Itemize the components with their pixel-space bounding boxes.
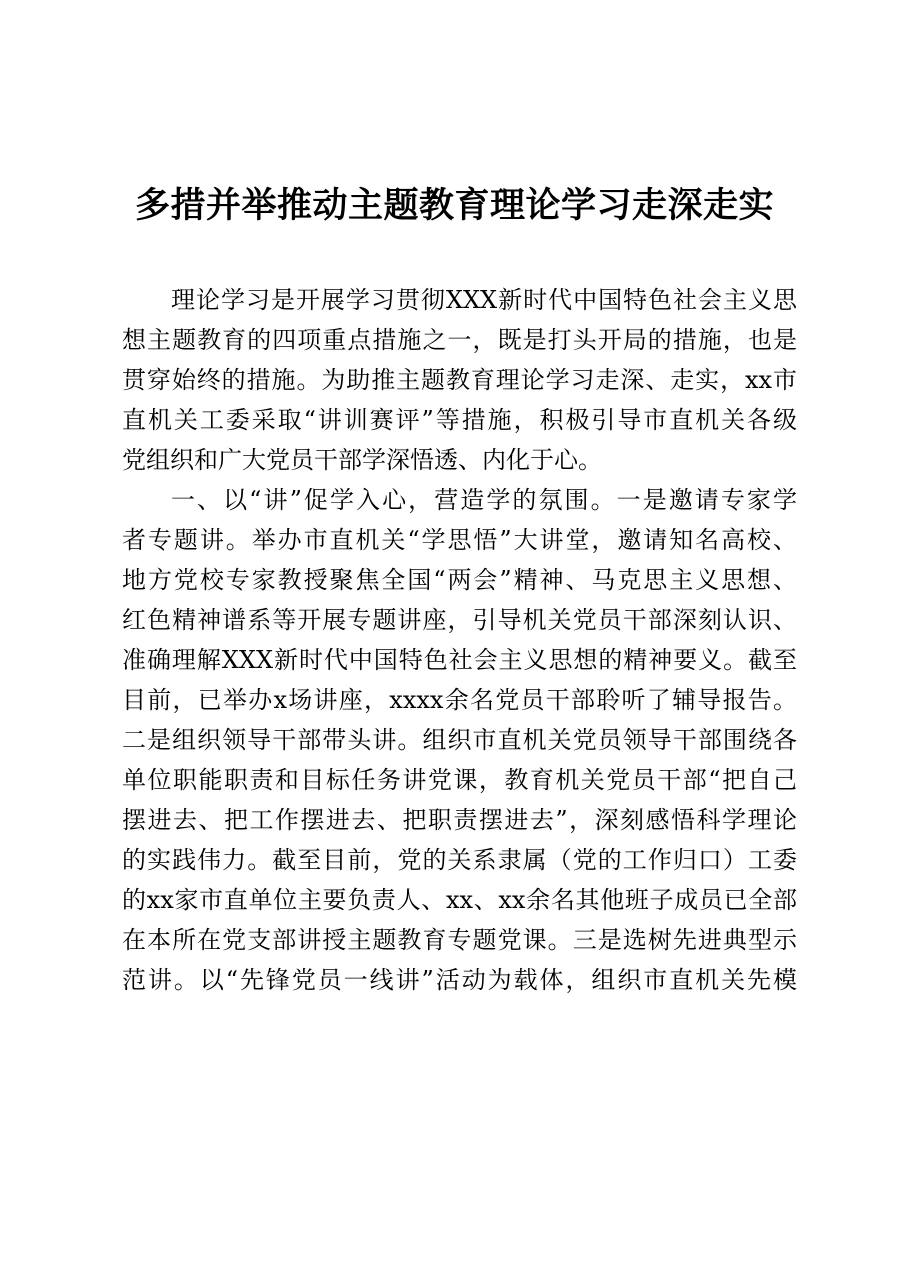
text-line: 摆进去、把工作摆进去、把职责摆进去”，深刻感悟科学理论 — [122, 806, 797, 834]
text-line: 贯穿始终的措施。为助推主题教育理论学习走深、走实，xx市 — [122, 366, 797, 394]
text-line: 想主题教育的四项重点措施之一，既是打头开局的措施，也是 — [122, 326, 797, 354]
paragraph-intro — [122, 280, 797, 480]
text-line: 理论学习是开展学习贯彻XXX新时代中国特色社会主义思 — [171, 286, 797, 314]
text-line: 的实践伟力。截至目前，党的关系隶属（党的工作归口）工委 — [122, 846, 797, 874]
text-line: 的xx家市直单位主要负责人、xx、xx余名其他班子成员已全部 — [122, 886, 797, 914]
text-line: 单位职能职责和目标任务讲党课，教育机关党员干部“把自己 — [122, 766, 797, 794]
text-line: 者专题讲。举办市直机关“学思悟”大讲堂，邀请知名高校、 — [122, 526, 797, 554]
text-line: 目前，已举办x场讲座，xxxx余名党员干部聆听了辅导报告。 — [122, 686, 797, 714]
text-line: 地方党校专家教授聚焦全国“两会”精神、马克思主义思想、 — [122, 566, 797, 594]
text-line: 在本所在党支部讲授主题教育专题党课。三是选树先进典型示 — [122, 926, 797, 954]
text-line: 范讲。以“先锋党员一线讲”活动为载体，组织市直机关先模 — [122, 966, 797, 994]
text-line: 红色精神谱系等开展专题讲座，引导机关党员干部深刻认识、 — [122, 606, 797, 634]
paragraph-section-one — [122, 480, 797, 1000]
text-line: 党组织和广大党员干部学深悟透、内化于心。 — [122, 446, 602, 474]
text-line: 二是组织领导干部带头讲。组织市直机关党员领导干部围绕各 — [122, 726, 797, 754]
text-line: 准确理解XXX新时代中国特色社会主义思想的精神要义。截至 — [122, 646, 797, 674]
text-line: 直机关工委采取“讲训赛评”等措施，积极引导市直机关各级 — [122, 406, 797, 434]
text-line: 一、以“讲”促学入心，营造学的氛围。一是邀请专家学 — [171, 486, 797, 514]
document-body — [122, 280, 797, 1000]
document-title: 多措并举推动主题教育理论学习走深走实 — [134, 185, 774, 226]
